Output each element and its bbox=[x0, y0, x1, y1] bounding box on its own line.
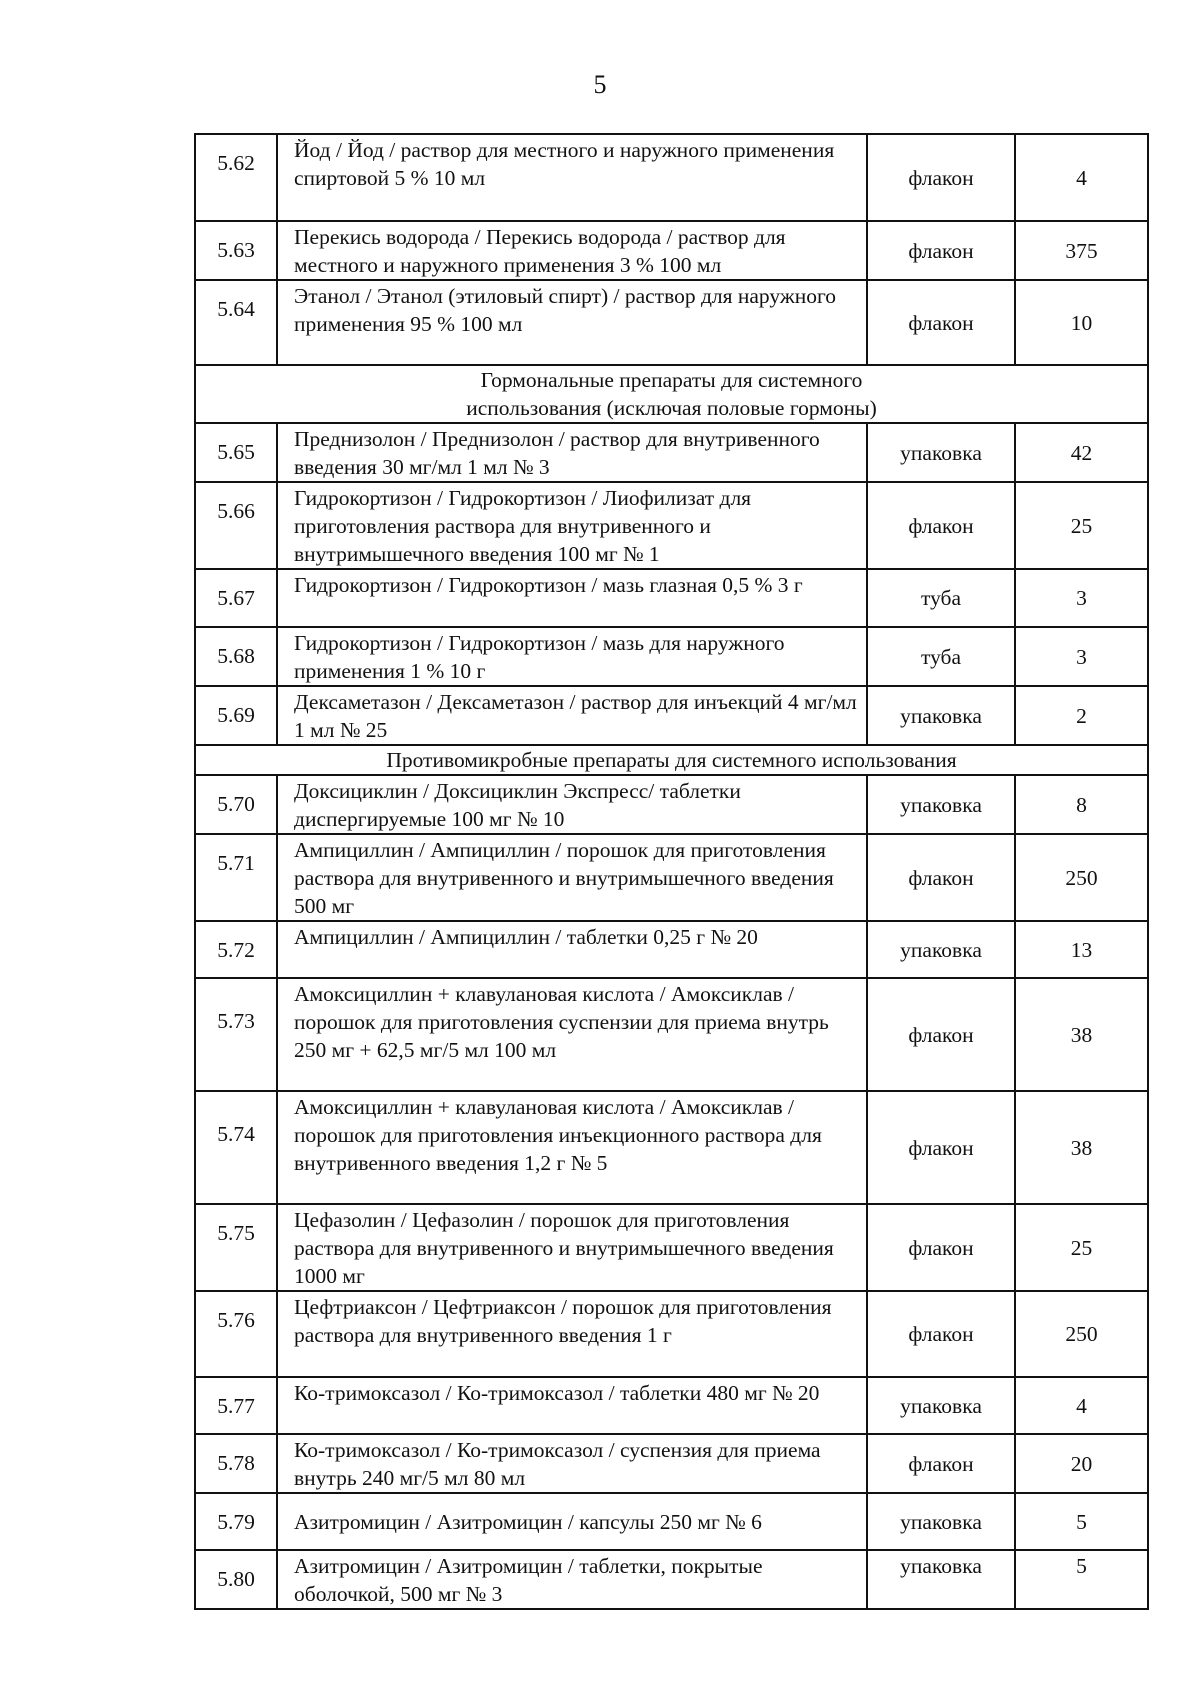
item-quantity: 38 bbox=[1015, 978, 1148, 1091]
item-quantity: 5 bbox=[1015, 1550, 1148, 1609]
item-number: 5.63 bbox=[195, 221, 277, 280]
item-quantity: 25 bbox=[1015, 1204, 1148, 1291]
table-row bbox=[195, 134, 1148, 221]
item-number: 5.64 bbox=[195, 280, 277, 365]
table-row bbox=[195, 978, 1148, 1091]
item-description: Доксициклин / Доксициклин Экспресс/ таблетки диспергируемые 100 мг № 10 bbox=[277, 775, 867, 834]
item-unit: упаковка bbox=[867, 1550, 1015, 1609]
item-description: Ко-тримоксазол / Ко-тримоксазол / суспензия для приема внутрь 240 мг/5 мл 80 мл bbox=[277, 1434, 867, 1493]
item-unit: флакон bbox=[867, 1204, 1015, 1291]
item-quantity: 375 bbox=[1015, 221, 1148, 280]
item-quantity: 2 bbox=[1015, 686, 1148, 745]
item-unit: флакон bbox=[867, 1291, 1015, 1377]
table-row bbox=[195, 1091, 1148, 1204]
item-description: Азитромицин / Азитромицин / капсулы 250 мг № 6 bbox=[277, 1493, 867, 1550]
item-description: Перекись водорода / Перекись водорода / раствор для местного и наружного применения 3 % 100 мл bbox=[277, 221, 867, 280]
item-quantity: 4 bbox=[1015, 1377, 1148, 1434]
item-description: Йод / Йод / раствор для местного и наружного применения спиртовой 5 % 10 мл bbox=[277, 134, 867, 221]
item-number: 5.76 bbox=[195, 1291, 277, 1377]
item-number: 5.72 bbox=[195, 921, 277, 978]
table-row bbox=[195, 569, 1148, 627]
item-unit: флакон bbox=[867, 134, 1015, 221]
section-title: Противомикробные препараты для системного использования bbox=[195, 745, 1148, 775]
item-description: Гидрокортизон / Гидрокортизон / Лиофилизат для приготовления раствора для внутривенного и внутримышечного введения 100 мг № 1 bbox=[277, 482, 867, 569]
item-unit: упаковка bbox=[867, 775, 1015, 834]
item-number: 5.68 bbox=[195, 627, 277, 686]
item-quantity: 5 bbox=[1015, 1493, 1148, 1550]
item-quantity: 13 bbox=[1015, 921, 1148, 978]
page-number: 5 bbox=[593, 70, 607, 99]
item-quantity: 250 bbox=[1015, 834, 1148, 921]
item-number: 5.78 bbox=[195, 1434, 277, 1493]
item-unit: флакон bbox=[867, 482, 1015, 569]
table-row bbox=[195, 921, 1148, 978]
item-number: 5.65 bbox=[195, 423, 277, 482]
item-quantity: 8 bbox=[1015, 775, 1148, 834]
item-description: Гидрокортизон / Гидрокортизон / мазь глазная 0,5 % 3 г bbox=[277, 569, 867, 627]
item-number: 5.70 bbox=[195, 775, 277, 834]
item-description: Преднизолон / Преднизолон / раствор для внутривенного введения 30 мг/мл 1 мл № 3 bbox=[277, 423, 867, 482]
item-number: 5.69 bbox=[195, 686, 277, 745]
item-unit: упаковка bbox=[867, 921, 1015, 978]
section-title: Гормональные препараты для системного использования (исключая половые гормоны) bbox=[195, 365, 1148, 423]
item-number: 5.62 bbox=[195, 134, 277, 221]
item-description: Дексаметазон / Дексаметазон / раствор для инъекций 4 мг/мл 1 мл № 25 bbox=[277, 686, 867, 745]
item-number: 5.77 bbox=[195, 1377, 277, 1434]
table-row bbox=[195, 1434, 1148, 1493]
item-description: Амоксициллин + клавулановая кислота / Амоксиклав / порошок для приготовления суспензии для приема внутрь 250 мг + 62,5 мг/5 мл 100 мл bbox=[277, 978, 867, 1091]
table-row bbox=[195, 627, 1148, 686]
table-row bbox=[195, 1493, 1148, 1550]
table-row bbox=[195, 482, 1148, 569]
item-description: Амоксициллин + клавулановая кислота / Амоксиклав / порошок для приготовления инъекционного раствора для внутривенного введения 1,2 г № 5 bbox=[277, 1091, 867, 1204]
item-number: 5.71 bbox=[195, 834, 277, 921]
item-quantity: 20 bbox=[1015, 1434, 1148, 1493]
item-description: Азитромицин / Азитромицин / таблетки, покрытые оболочкой, 500 мг № 3 bbox=[277, 1550, 867, 1609]
item-quantity: 250 bbox=[1015, 1291, 1148, 1377]
table-row bbox=[195, 775, 1148, 834]
medication-table bbox=[194, 133, 1149, 1610]
item-quantity: 25 bbox=[1015, 482, 1148, 569]
item-unit: флакон bbox=[867, 280, 1015, 365]
item-number: 5.67 bbox=[195, 569, 277, 627]
item-unit: флакон bbox=[867, 1434, 1015, 1493]
item-description: Цефтриаксон / Цефтриаксон / порошок для приготовления раствора для внутривенного введения 1 г bbox=[277, 1291, 867, 1377]
item-number: 5.73 bbox=[195, 978, 277, 1091]
item-description: Ампициллин / Ампициллин / таблетки 0,25 г № 20 bbox=[277, 921, 867, 978]
item-description: Этанол / Этанол (этиловый спирт) / раствор для наружного применения 95 % 100 мл bbox=[277, 280, 867, 365]
item-number: 5.75 bbox=[195, 1204, 277, 1291]
item-quantity: 38 bbox=[1015, 1091, 1148, 1204]
item-quantity: 4 bbox=[1015, 134, 1148, 221]
table-row bbox=[195, 1204, 1148, 1291]
table-row bbox=[195, 280, 1148, 365]
item-quantity: 3 bbox=[1015, 627, 1148, 686]
item-unit: упаковка bbox=[867, 423, 1015, 482]
item-description: Ко-тримоксазол / Ко-тримоксазол / таблетки 480 мг № 20 bbox=[277, 1377, 867, 1434]
item-description: Гидрокортизон / Гидрокортизон / мазь для наружного применения 1 % 10 г bbox=[277, 627, 867, 686]
section-header-row bbox=[195, 365, 1148, 423]
table-row bbox=[195, 423, 1148, 482]
item-unit: туба bbox=[867, 569, 1015, 627]
table-row bbox=[195, 1291, 1148, 1377]
item-unit: флакон bbox=[867, 1091, 1015, 1204]
item-number: 5.74 bbox=[195, 1091, 277, 1204]
item-description: Цефазолин / Цефазолин / порошок для приготовления раствора для внутривенного и внутримышечного введения 1000 мг bbox=[277, 1204, 867, 1291]
item-unit: упаковка bbox=[867, 686, 1015, 745]
item-quantity: 3 bbox=[1015, 569, 1148, 627]
table-row bbox=[195, 1377, 1148, 1434]
item-unit: туба bbox=[867, 627, 1015, 686]
item-unit: флакон bbox=[867, 978, 1015, 1091]
item-number: 5.66 bbox=[195, 482, 277, 569]
item-number: 5.80 bbox=[195, 1550, 277, 1609]
section-header-row bbox=[195, 745, 1148, 775]
table-row bbox=[195, 1550, 1148, 1609]
item-description: Ампициллин / Ампициллин / порошок для приготовления раствора для внутривенного и внутримышечного введения 500 мг bbox=[277, 834, 867, 921]
item-unit: флакон bbox=[867, 221, 1015, 280]
item-unit: флакон bbox=[867, 834, 1015, 921]
table-row bbox=[195, 686, 1148, 745]
table-row bbox=[195, 221, 1148, 280]
item-quantity: 10 bbox=[1015, 280, 1148, 365]
item-number: 5.79 bbox=[195, 1493, 277, 1550]
item-unit: упаковка bbox=[867, 1377, 1015, 1434]
item-unit: упаковка bbox=[867, 1493, 1015, 1550]
item-quantity: 42 bbox=[1015, 423, 1148, 482]
table-row bbox=[195, 834, 1148, 921]
